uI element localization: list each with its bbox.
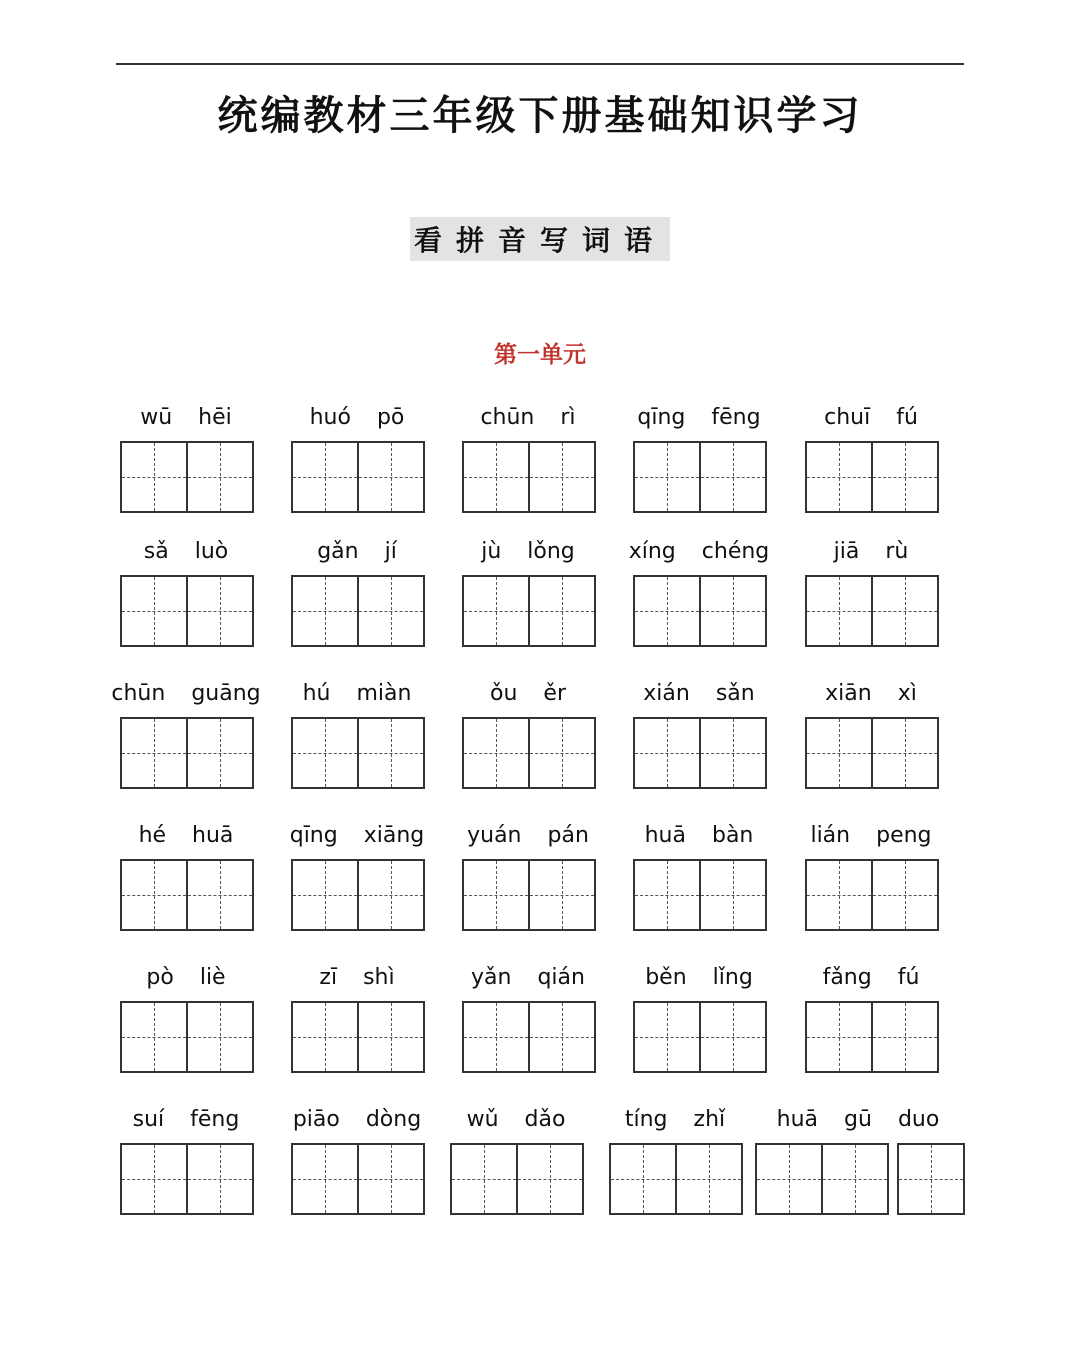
writing-cell[interactable] xyxy=(701,1001,767,1073)
writing-cell[interactable] xyxy=(805,717,873,789)
pinyin-syllable: lián xyxy=(810,822,851,848)
writing-boxes xyxy=(633,441,767,511)
writing-cell[interactable] xyxy=(805,1001,873,1073)
writing-cell[interactable] xyxy=(897,1143,965,1215)
exercise-row xyxy=(0,818,1080,958)
writing-cell[interactable] xyxy=(873,1001,939,1073)
exercise-row xyxy=(0,534,1080,674)
writing-cell[interactable] xyxy=(701,717,767,789)
pinyin-syllable: yuán xyxy=(467,822,522,848)
pinyin-syllable: hú xyxy=(302,680,331,706)
pinyin-syllable: pō xyxy=(376,404,405,430)
pinyin-prompt xyxy=(747,1102,969,1136)
writing-cell[interactable] xyxy=(188,717,254,789)
writing-cell[interactable] xyxy=(291,717,359,789)
pinyin-syllable: jù xyxy=(481,538,502,564)
writing-cell[interactable] xyxy=(359,575,425,647)
pinyin-prompt xyxy=(112,1102,260,1136)
pinyin-prompt xyxy=(625,960,773,994)
pinyin-syllable: rì xyxy=(560,404,576,430)
writing-boxes xyxy=(805,441,939,511)
writing-cell[interactable] xyxy=(120,717,188,789)
pinyin-syllable: lǐng xyxy=(712,964,753,990)
writing-cell[interactable] xyxy=(359,859,425,931)
writing-boxes xyxy=(805,1001,939,1071)
pinyin-prompt xyxy=(454,400,602,434)
pinyin-syllable: fú xyxy=(896,404,918,430)
pinyin-prompt xyxy=(283,818,431,852)
writing-boxes xyxy=(291,859,425,929)
writing-boxes xyxy=(805,859,939,929)
pinyin-prompt xyxy=(112,676,260,710)
writing-cell[interactable] xyxy=(359,1001,425,1073)
pinyin-syllable: xíng xyxy=(628,538,676,564)
writing-boxes xyxy=(755,1143,965,1213)
writing-boxes xyxy=(805,717,939,787)
writing-cell[interactable] xyxy=(120,1001,188,1073)
pinyin-syllable: liè xyxy=(199,964,226,990)
pinyin-syllable: guāng xyxy=(191,680,261,706)
writing-cell[interactable] xyxy=(188,1143,254,1215)
pinyin-syllable: fēng xyxy=(711,404,761,430)
pinyin-syllable: piāo xyxy=(292,1106,340,1132)
pinyin-syllable: huā xyxy=(776,1106,819,1132)
pinyin-syllable: hé xyxy=(138,822,167,848)
writing-boxes xyxy=(633,1001,767,1071)
pinyin-syllable: huó xyxy=(309,404,351,430)
pinyin-prompt xyxy=(797,818,945,852)
pinyin-prompt xyxy=(283,676,431,710)
writing-cell[interactable] xyxy=(805,859,873,931)
pinyin-syllable: sǎ xyxy=(143,538,169,564)
writing-boxes xyxy=(291,1001,425,1071)
writing-cell[interactable] xyxy=(805,575,873,647)
pinyin-syllable: chuī xyxy=(824,404,871,430)
writing-cell[interactable] xyxy=(633,859,701,931)
pinyin-prompt xyxy=(112,534,260,568)
writing-cell[interactable] xyxy=(120,859,188,931)
pinyin-prompt xyxy=(797,400,945,434)
pinyin-syllable: xián xyxy=(643,680,690,706)
writing-boxes xyxy=(120,859,254,929)
writing-cell[interactable] xyxy=(873,441,939,513)
pinyin-syllable: fēng xyxy=(190,1106,240,1132)
writing-boxes xyxy=(291,1143,425,1213)
top-divider xyxy=(116,63,964,65)
pinyin-syllable: qīng xyxy=(289,822,338,848)
pinyin-syllable: zhǐ xyxy=(693,1106,726,1132)
pinyin-syllable: miàn xyxy=(356,680,412,706)
writing-cell[interactable] xyxy=(609,1143,677,1215)
writing-boxes xyxy=(291,717,425,787)
writing-cell[interactable] xyxy=(359,717,425,789)
writing-cell[interactable] xyxy=(291,575,359,647)
pinyin-prompt xyxy=(112,400,260,434)
pinyin-syllable: gǎn xyxy=(317,538,359,564)
pinyin-syllable: wǔ xyxy=(466,1106,499,1132)
pinyin-syllable: huā xyxy=(192,822,234,848)
exercise-row xyxy=(0,400,1080,540)
pinyin-prompt xyxy=(283,400,431,434)
pinyin-syllable: huā xyxy=(644,822,686,848)
pinyin-syllable: yǎn xyxy=(471,964,512,990)
pinyin-prompt xyxy=(454,676,602,710)
writing-cell[interactable] xyxy=(462,859,530,931)
pinyin-prompt xyxy=(283,534,431,568)
writing-boxes xyxy=(462,575,596,645)
writing-boxes xyxy=(633,859,767,929)
pinyin-prompt xyxy=(625,676,773,710)
pinyin-syllable: xì xyxy=(897,680,917,706)
exercise-row xyxy=(0,676,1080,816)
writing-cell[interactable] xyxy=(450,1143,518,1215)
writing-cell[interactable] xyxy=(755,1143,823,1215)
writing-cell[interactable] xyxy=(359,1143,425,1215)
pinyin-prompt xyxy=(454,818,602,852)
writing-cell[interactable] xyxy=(188,441,254,513)
pinyin-syllable: wū xyxy=(140,404,173,430)
pinyin-syllable: zī xyxy=(319,964,338,990)
writing-boxes xyxy=(120,441,254,511)
writing-cell[interactable] xyxy=(873,717,939,789)
pinyin-syllable: rù xyxy=(885,538,909,564)
writing-cell[interactable] xyxy=(120,575,188,647)
pinyin-prompt xyxy=(112,960,260,994)
pinyin-prompt xyxy=(112,818,260,852)
writing-boxes xyxy=(462,717,596,787)
writing-cell[interactable] xyxy=(677,1143,743,1215)
pinyin-prompt xyxy=(283,960,431,994)
writing-cell[interactable] xyxy=(120,1143,188,1215)
writing-boxes xyxy=(462,441,596,511)
writing-cell[interactable] xyxy=(291,859,359,931)
pinyin-syllable: běn xyxy=(645,964,687,990)
pinyin-prompt xyxy=(442,1102,590,1136)
pinyin-prompt xyxy=(283,1102,431,1136)
writing-cell[interactable] xyxy=(188,575,254,647)
pinyin-syllable: tíng xyxy=(624,1106,668,1132)
writing-cell[interactable] xyxy=(633,575,701,647)
writing-cell[interactable] xyxy=(633,717,701,789)
writing-cell[interactable] xyxy=(188,859,254,931)
pinyin-syllable: chūn xyxy=(111,680,166,706)
pinyin-prompt xyxy=(625,534,773,568)
pinyin-syllable: dòng xyxy=(365,1106,422,1132)
pinyin-prompt xyxy=(625,818,773,852)
writing-cell[interactable] xyxy=(873,575,939,647)
writing-cell[interactable] xyxy=(120,441,188,513)
writing-boxes xyxy=(120,575,254,645)
writing-boxes xyxy=(462,1001,596,1071)
pinyin-prompt xyxy=(797,676,945,710)
writing-boxes xyxy=(291,441,425,511)
pinyin-syllable: jí xyxy=(384,538,397,564)
writing-cell[interactable] xyxy=(188,1001,254,1073)
writing-cell[interactable] xyxy=(530,717,596,789)
exercise-row xyxy=(0,1102,1080,1242)
writing-cell[interactable] xyxy=(291,1143,359,1215)
writing-cell[interactable] xyxy=(530,859,596,931)
writing-boxes xyxy=(120,1001,254,1071)
writing-cell[interactable] xyxy=(701,859,767,931)
pinyin-syllable: fǎng xyxy=(822,964,872,990)
writing-boxes xyxy=(120,717,254,787)
writing-cell[interactable] xyxy=(873,859,939,931)
pinyin-syllable: jiā xyxy=(833,538,860,564)
pinyin-prompt xyxy=(797,534,945,568)
pinyin-syllable: chéng xyxy=(701,538,770,564)
writing-cell[interactable] xyxy=(633,1001,701,1073)
pinyin-syllable: gū xyxy=(844,1106,872,1132)
pinyin-prompt xyxy=(797,960,945,994)
pinyin-syllable: qián xyxy=(537,964,585,990)
writing-boxes xyxy=(805,575,939,645)
writing-cell[interactable] xyxy=(291,441,359,513)
writing-cell[interactable] xyxy=(291,1001,359,1073)
writing-boxes xyxy=(291,575,425,645)
pinyin-syllable: duo xyxy=(897,1106,940,1132)
writing-cell[interactable] xyxy=(530,441,596,513)
writing-cell[interactable] xyxy=(462,575,530,647)
unit-title: 第一单元 xyxy=(494,342,586,368)
writing-cell[interactable] xyxy=(462,1001,530,1073)
writing-cell[interactable] xyxy=(462,717,530,789)
pinyin-prompt xyxy=(454,960,602,994)
writing-cell[interactable] xyxy=(633,441,701,513)
writing-cell[interactable] xyxy=(462,441,530,513)
writing-cell[interactable] xyxy=(823,1143,889,1215)
pinyin-syllable: luò xyxy=(194,538,229,564)
writing-cell[interactable] xyxy=(701,575,767,647)
pinyin-prompt xyxy=(601,1102,749,1136)
pinyin-syllable: hēi xyxy=(198,404,232,430)
pinyin-syllable: pò xyxy=(146,964,174,990)
writing-cell[interactable] xyxy=(530,1001,596,1073)
pinyin-syllable: sǎn xyxy=(715,680,755,706)
subtitle-wrap xyxy=(0,217,1080,261)
writing-boxes xyxy=(450,1143,584,1213)
writing-cell[interactable] xyxy=(359,441,425,513)
page-title: 统编教材三年级下册基础知识学习 xyxy=(217,93,863,139)
pinyin-syllable: chūn xyxy=(480,404,535,430)
writing-boxes xyxy=(462,859,596,929)
pinyin-syllable: fú xyxy=(897,964,920,990)
pinyin-syllable: ěr xyxy=(543,680,566,706)
pinyin-prompt xyxy=(625,400,773,434)
pinyin-syllable: lǒng xyxy=(527,538,575,564)
writing-cell[interactable] xyxy=(518,1143,584,1215)
pinyin-syllable: suí xyxy=(132,1106,165,1132)
writing-boxes xyxy=(633,717,767,787)
writing-cell[interactable] xyxy=(701,441,767,513)
writing-cell[interactable] xyxy=(530,575,596,647)
writing-boxes xyxy=(609,1143,743,1213)
pinyin-prompt xyxy=(454,534,602,568)
pinyin-syllable: dǎo xyxy=(524,1106,566,1132)
pinyin-syllable: qīng xyxy=(637,404,686,430)
section-subtitle: 看拼音写词语 xyxy=(410,217,670,261)
pinyin-syllable: xiān xyxy=(825,680,872,706)
pinyin-syllable: peng xyxy=(876,822,932,848)
pinyin-syllable: shì xyxy=(363,964,395,990)
pinyin-syllable: ǒu xyxy=(490,680,518,706)
writing-boxes xyxy=(633,575,767,645)
pinyin-syllable: xiāng xyxy=(363,822,425,848)
pinyin-syllable: bàn xyxy=(711,822,754,848)
writing-cell[interactable] xyxy=(805,441,873,513)
exercise-row xyxy=(0,960,1080,1100)
writing-boxes xyxy=(120,1143,254,1213)
pinyin-syllable: pán xyxy=(547,822,589,848)
